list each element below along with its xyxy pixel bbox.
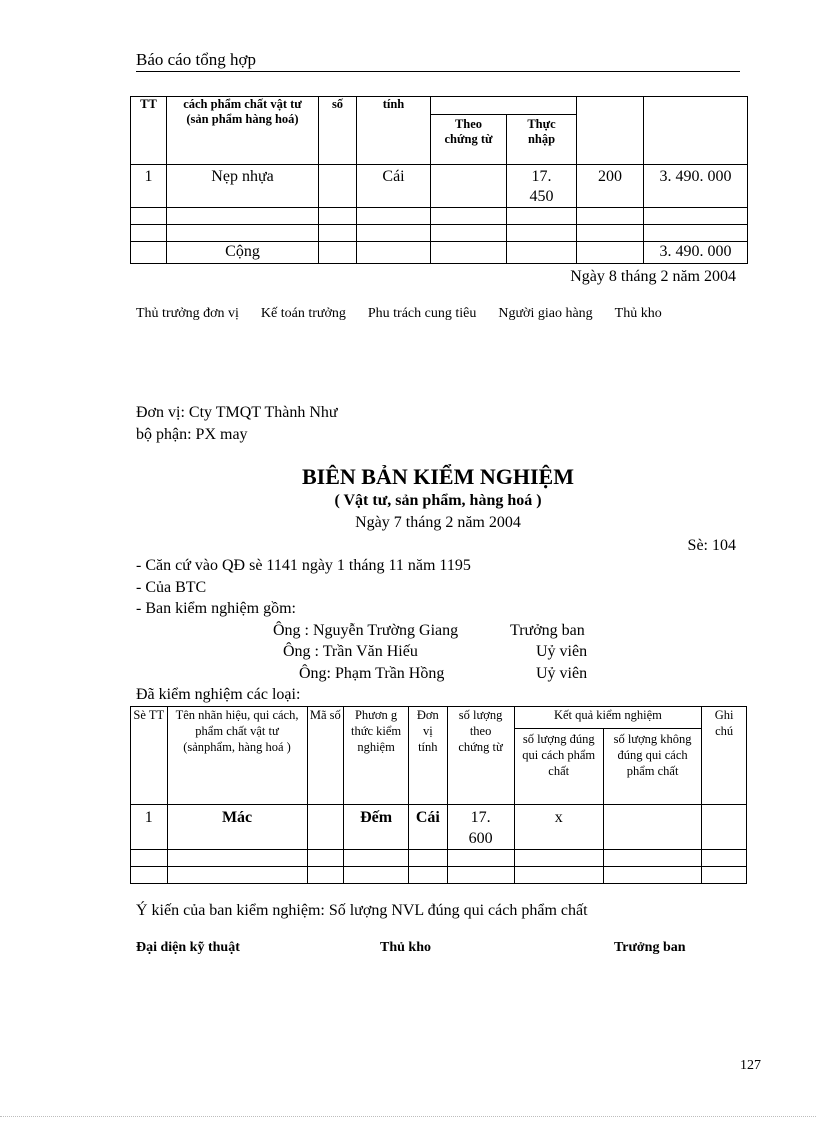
signature-technical: Đại diện kỹ thuật [136,940,240,955]
col-name-header: Tên nhãn hiệu, qui cách, phẩm chất vật tư (sảnphẩm, hàng hoá ) [167,707,307,805]
col-theo-header: Theo chứng từ [431,115,507,165]
cell-unit: Cái [357,165,431,208]
cell-unit [357,225,431,242]
cell-price [577,208,644,225]
cell-name: Nẹp nhựa [167,165,319,208]
total-empty-cell [577,242,644,264]
date-line-1: Ngày 8 tháng 2 năm 2004 [570,268,736,285]
cell-code [307,867,344,884]
basis-line: - Căn cứ vào QĐ sè 1141 ngày 1 tháng 11 năm 1195 [136,557,471,574]
cell-method: Đếm [344,805,409,850]
page-number: 127 [740,1058,761,1073]
signature-label: Người giao hàng [498,306,593,321]
member-name: Ông: Phạm Trần Hồng [299,665,445,682]
signature-label: Thủ kho [614,306,662,321]
total-empty-cell [431,242,507,264]
cell-ok: x [514,805,603,850]
cell-stt [131,850,168,867]
cell-stt: 1 [131,805,168,850]
col-notok-header: số lượng không đúng qui cách phẩm chất [603,729,701,805]
cell-thuc: 17. 450 [507,165,577,208]
page-header-title: Báo cáo tổng hợp [136,50,256,69]
col-name-header-text: cách phẩm chất vật tư (sản phẩm hàng hoá) [183,97,302,126]
cell-theo [431,165,507,208]
cell-code [319,225,357,242]
member-role: Uỷ viên [536,665,588,682]
table-row [131,850,747,867]
total-label: Cộng [167,242,319,264]
total-row [131,242,748,264]
cell-unit [357,208,431,225]
cell-notok [603,850,701,867]
inspection-table [130,706,747,884]
report-subtitle: ( Vật tư, sản phẩm, hàng hoá ) [334,492,542,509]
col-tt-header: TT [131,97,167,165]
cell-notok [603,867,701,884]
cell-qty: 17. 600 [447,805,514,850]
cell-name [167,850,307,867]
col-code-header: số [319,97,357,165]
signature-row-1 [136,306,736,322]
cell-name [167,208,319,225]
cell-thuc [507,225,577,242]
report-number: Sè: 104 [687,537,736,554]
report-title: BIÊN BẢN KIỂM NGHIỆM [302,464,574,489]
table-row [131,208,748,225]
cell-code [319,165,357,208]
cell-unit [409,867,448,884]
cell-theo [431,225,507,242]
col-unit-header: Đơn vị tính [409,707,448,805]
cell-tt [131,225,167,242]
dept-line: bộ phận: PX may [136,426,248,443]
member-name: Ông : Trần Văn Hiếu [283,643,418,660]
cell-qty [447,867,514,884]
cell-note [702,850,747,867]
cell-theo [431,208,507,225]
cell-note [702,867,747,884]
qty-group-header [431,97,577,115]
member-role: Uỷ viên [536,643,588,660]
total-empty-cell [319,242,357,264]
cell-name [167,225,319,242]
total-empty-cell [507,242,577,264]
cell-unit [409,850,448,867]
table-row [131,165,748,208]
inspected-label: Đã kiểm nghiệm các loại: [136,686,301,703]
basis-line: - Ban kiểm nghiệm gồm: [136,600,296,617]
cell-code [319,208,357,225]
col-amount-header [644,97,748,165]
col-thuc-header: Thực nhập [507,115,577,165]
col-code-header: Mã số [307,707,344,805]
member-role: Trưởng ban [510,622,585,639]
report-date: Ngày 7 tháng 2 năm 2004 [355,514,521,531]
signature-storekeeper: Thủ kho [380,940,431,955]
cell-tt [131,208,167,225]
cell-note [702,805,747,850]
col-qty-header: số lượng theo chứng từ [447,707,514,805]
col-note-header: Ghi chú [702,707,747,805]
col-unit-header: tính [357,97,431,165]
cell-name: Mác [167,805,307,850]
signature-label: Kế toán trưởng [260,306,346,321]
cell-thuc [507,208,577,225]
table-row [131,805,747,850]
col-method-header: Phươn g thức kiểm nghiệm [344,707,409,805]
cell-name [167,867,307,884]
col-price-header [577,97,644,165]
cell-method [344,867,409,884]
cell-amount [644,208,748,225]
cell-price [577,225,644,242]
header-divider [136,71,740,72]
signature-head: Trưởng ban [614,940,686,955]
total-empty-cell [357,242,431,264]
signature-label: Thủ trưởng đơn vị [136,306,239,321]
basis-line: - Của BTC [136,579,207,596]
table-row [131,225,748,242]
cell-amount: 3. 490. 000 [644,165,748,208]
cell-notok [603,805,701,850]
total-amount: 3. 490. 000 [644,242,748,264]
member-name: Ông : Nguyễn Trường Giang [273,622,459,639]
receipt-table [130,96,748,264]
cell-qty [447,850,514,867]
signature-label: Phu trách cung tiêu [367,306,477,321]
page-bottom-divider [0,1116,816,1117]
cell-code [307,805,344,850]
committee-opinion: Ý kiến của ban kiểm nghiệm: Số lượng NVL đúng qui cách phẩm chất [136,902,588,919]
total-empty-cell [131,242,167,264]
col-result-header: Kết quả kiểm nghiệm [514,707,702,729]
unit-line: Đơn vị: Cty TMQT Thành Như [136,404,338,421]
cell-method [344,850,409,867]
col-name-header [167,97,319,165]
cell-tt: 1 [131,165,167,208]
col-ok-header: số lượng đúng qui cách phẩm chất [514,729,603,805]
cell-price: 200 [577,165,644,208]
table-row [131,867,747,884]
cell-amount [644,225,748,242]
col-stt-header: Sè TT [131,707,168,805]
cell-stt [131,867,168,884]
cell-code [307,850,344,867]
cell-ok [514,850,603,867]
cell-unit: Cái [409,805,448,850]
cell-ok [514,867,603,884]
